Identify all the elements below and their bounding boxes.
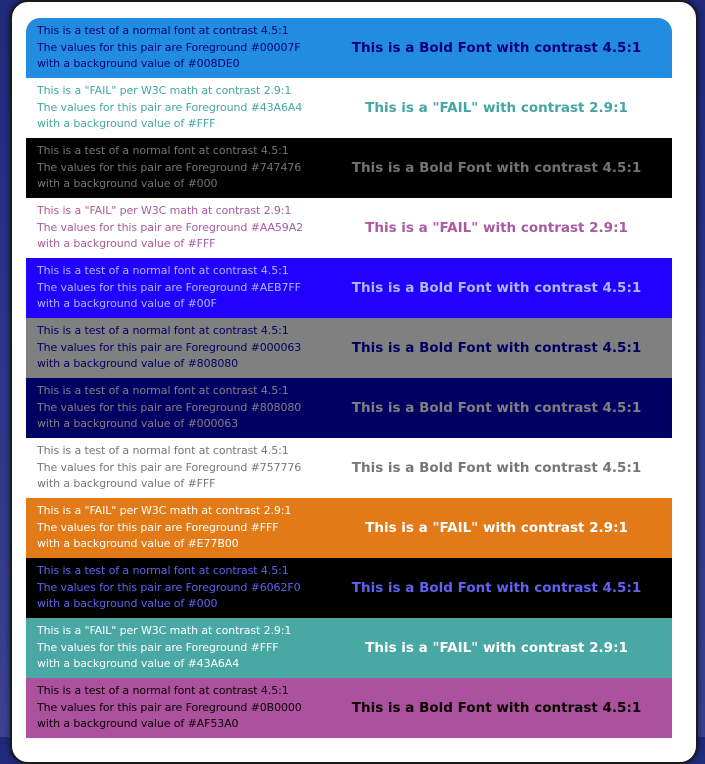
sample-text-line: The values for this pair are Foreground #757776 xyxy=(37,460,302,474)
contrast-sample-row xyxy=(26,618,672,678)
contrast-sample-row xyxy=(26,318,672,378)
normal-font-sample xyxy=(26,203,327,253)
sample-text-line: The values for this pair are Foreground #747476 xyxy=(37,160,302,174)
sample-text-line: The values for this pair are Foreground #AA59A2 xyxy=(37,220,304,234)
sample-text-line: This is a "FAIL" per W3C math at contrast 2.9:1 xyxy=(37,624,292,638)
bold-font-sample: This is a Bold Font with contrast 4.5:1 xyxy=(351,40,642,56)
bold-font-sample: This is a Bold Font with contrast 4.5:1 xyxy=(351,580,642,596)
bold-font-sample: This is a Bold Font with contrast 4.5:1 xyxy=(351,160,642,176)
sample-text-line: with a background value of #43A6A4 xyxy=(37,657,240,671)
bold-font-sample: This is a Bold Font with contrast 4.5:1 xyxy=(351,400,642,416)
sample-text-line: The values for this pair are Foreground #000063 xyxy=(37,340,302,354)
sample-text-line: This is a test of a normal font at contrast 4.5:1 xyxy=(37,24,289,38)
sample-text-line: with a background value of #00F xyxy=(37,297,217,311)
sample-text-line: This is a "FAIL" per W3C math at contrast 2.9:1 xyxy=(37,204,292,218)
contrast-sample-row xyxy=(26,138,672,198)
sample-text-line: This is a test of a normal font at contrast 4.5:1 xyxy=(37,564,289,578)
contrast-sample-list xyxy=(26,18,672,738)
normal-font-sample xyxy=(26,383,327,433)
sample-text-line: This is a test of a normal font at contrast 4.5:1 xyxy=(37,264,289,278)
contrast-sample-row xyxy=(26,378,672,438)
normal-font-sample xyxy=(26,443,327,493)
contrast-sample-row xyxy=(26,198,672,258)
sample-text-line: This is a "FAIL" per W3C math at contrast 2.9:1 xyxy=(37,84,292,98)
normal-font-sample xyxy=(26,623,327,673)
bold-font-sample: This is a "FAIL" with contrast 2.9:1 xyxy=(365,640,628,656)
contrast-sample-row xyxy=(26,18,672,78)
sample-text-line: with a background value of #FFF xyxy=(37,237,216,251)
bold-font-sample: This is a "FAIL" with contrast 2.9:1 xyxy=(365,220,628,236)
normal-font-sample xyxy=(26,143,327,193)
normal-font-sample xyxy=(26,263,327,313)
contrast-sample-row xyxy=(26,498,672,558)
normal-font-sample xyxy=(26,503,327,553)
sample-text-line: The values for this pair are Foreground #00007F xyxy=(37,40,301,54)
contrast-sample-row xyxy=(26,678,672,738)
sample-text-line: with a background value of #AF53A0 xyxy=(37,717,239,731)
sample-text-line: This is a test of a normal font at contrast 4.5:1 xyxy=(37,444,289,458)
sample-text-line: The values for this pair are Foreground #808080 xyxy=(37,400,302,414)
normal-font-sample xyxy=(26,83,327,133)
bold-font-sample: This is a Bold Font with contrast 4.5:1 xyxy=(351,280,642,296)
bold-font-sample: This is a Bold Font with contrast 4.5:1 xyxy=(351,460,642,476)
sample-text-line: with a background value of #808080 xyxy=(37,357,239,371)
sample-text-line: This is a test of a normal font at contrast 4.5:1 xyxy=(37,384,289,398)
content-panel xyxy=(10,0,698,764)
sample-text-line: This is a test of a normal font at contrast 4.5:1 xyxy=(37,324,289,338)
sample-text-line: This is a test of a normal font at contrast 4.5:1 xyxy=(37,144,289,158)
bold-font-sample: This is a "FAIL" with contrast 2.9:1 xyxy=(365,520,628,536)
contrast-sample-row xyxy=(26,258,672,318)
sample-text-line: with a background value of #000 xyxy=(37,177,218,191)
normal-font-sample xyxy=(26,23,327,73)
bold-font-sample: This is a Bold Font with contrast 4.5:1 xyxy=(351,340,642,356)
bold-font-sample: This is a "FAIL" with contrast 2.9:1 xyxy=(365,100,628,116)
sample-text-line: The values for this pair are Foreground #AEB7FF xyxy=(37,280,301,294)
sample-text-line: The values for this pair are Foreground #43A6A4 xyxy=(37,100,303,114)
contrast-sample-row xyxy=(26,78,672,138)
sample-text-line: with a background value of #000 xyxy=(37,597,218,611)
sample-text-line: with a background value of #FFF xyxy=(37,477,216,491)
normal-font-sample xyxy=(26,563,327,613)
normal-font-sample xyxy=(26,323,327,373)
sample-text-line: with a background value of #000063 xyxy=(37,417,239,431)
sample-text-line: The values for this pair are Foreground #FFF xyxy=(37,520,279,534)
normal-font-sample xyxy=(26,683,327,733)
sample-text-line: with a background value of #FFF xyxy=(37,117,216,131)
sample-text-line: with a background value of #E77B00 xyxy=(37,537,239,551)
sample-text-line: The values for this pair are Foreground #FFF xyxy=(37,640,279,654)
contrast-sample-row xyxy=(26,438,672,498)
sample-text-line: The values for this pair are Foreground #0B0000 xyxy=(37,700,302,714)
sample-text-line: This is a "FAIL" per W3C math at contrast 2.9:1 xyxy=(37,504,292,518)
sample-text-line: The values for this pair are Foreground #6062F0 xyxy=(37,580,301,594)
contrast-sample-row xyxy=(26,558,672,618)
sample-text-line: This is a test of a normal font at contrast 4.5:1 xyxy=(37,684,289,698)
bold-font-sample: This is a Bold Font with contrast 4.5:1 xyxy=(351,700,642,716)
sample-text-line: with a background value of #008DE0 xyxy=(37,57,240,71)
